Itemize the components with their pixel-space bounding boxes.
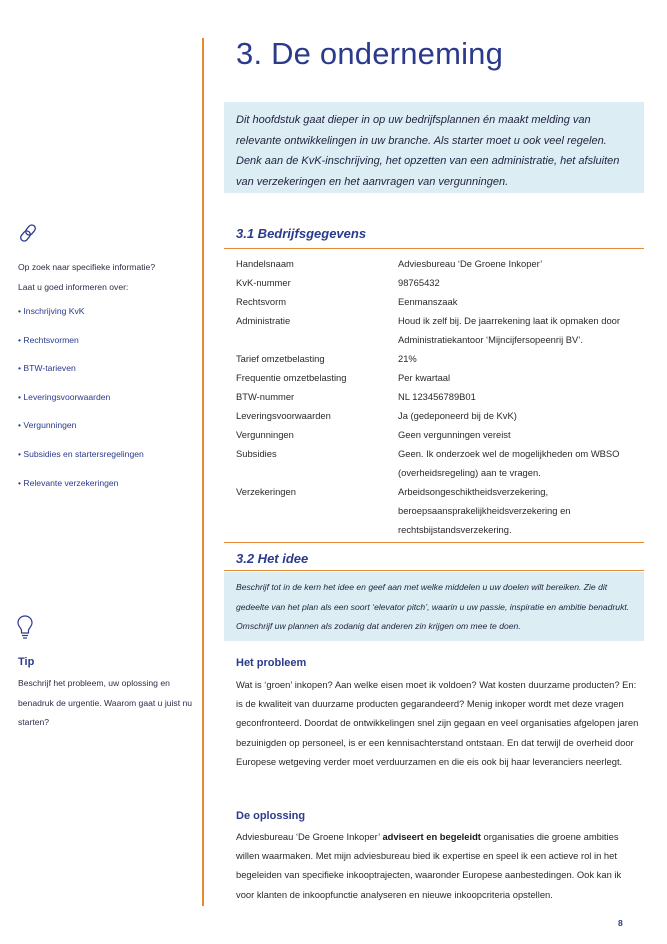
row-value: Adviesbureau ‘De Groene Inkoper’	[398, 258, 543, 269]
sidebar-item-subsidies[interactable]: • Subsidies en startersregelingen	[18, 448, 144, 459]
problem-heading: Het probleem	[236, 657, 307, 669]
solution-text-start: Adviesbureau ‘De Groene Inkoper’	[236, 831, 383, 842]
table-row	[236, 254, 641, 273]
sidebar-intro	[18, 257, 193, 297]
section-separator	[224, 570, 644, 571]
solution-heading: De oplossing	[236, 810, 306, 822]
table-row	[236, 387, 641, 406]
problem-text: Wat is ‘groen’ inkopen? Aan welke eisen moet ik voldoen? Wat kosten duurzame producten? En: is de kwaliteit van duurzame producten gegarandeerd? Menig inkoper wordt met deze vragen geconfronteerd. Doordat de ontwikkelingen snel zijn gegaan en veel organisaties afgelopen jaren bezuinigden op personeel, is er een kennisachterstand ontstaan. En dat terwijl de overheid door Europese wetgeving verder moet verduurzamen en die eis ook bij haar leveranciers neerlegt.	[236, 679, 639, 767]
row-value: Ja (gedeponeerd bij de KvK)	[398, 410, 517, 421]
sidebar-item-vergunningen[interactable]: • Vergunningen	[18, 420, 77, 431]
sidebar-item-leveringsvoorwaarden[interactable]: • Leveringsvoorwaarden	[18, 391, 111, 402]
row-value: Arbeidsongeschiktheidsverzekering, beroepsaansprakelijkheidsverzekering en rechtsbijstandsverzekering.	[398, 486, 571, 535]
page-title: 3. De onderneming	[236, 36, 504, 71]
row-label: Subsidies	[236, 448, 277, 459]
sidebar-intro-line1: Op zoek naar specifieke informatie?	[18, 262, 156, 272]
row-label: Verzekeringen	[236, 486, 296, 497]
sidebar-item-btw-tarieven[interactable]: • BTW-tarieven	[18, 363, 76, 374]
row-value: NL 123456789B01	[398, 391, 476, 402]
section-heading-het-idee: 3.2 Het idee	[236, 551, 309, 566]
table-row	[236, 444, 641, 482]
sidebar-item-verzekeringen[interactable]: • Relevante verzekeringen	[18, 477, 119, 488]
solution-text-bold: adviseert en begeleidt	[382, 831, 481, 842]
sidebar-item-inschrijving-kvk[interactable]: • Inschrijving KvK	[18, 306, 85, 316]
table-row	[236, 425, 641, 444]
lightbulb-icon	[16, 614, 34, 640]
table-row	[236, 482, 641, 539]
table-row	[236, 368, 641, 387]
company-details-table	[236, 254, 641, 539]
solution-text	[236, 827, 641, 904]
row-value: 21%	[398, 353, 417, 364]
row-value: Geen vergunningen vereist	[398, 429, 511, 440]
row-value: Houd ik zelf bij. De jaarrekening laat ik opmaken door Administratiekantoor ‘Mijncijfersopeenrij BV’.	[398, 315, 620, 345]
row-value: Geen. Ik onderzoek wel de mogelijkheden om WBSO (overheidsregeling) aan te vragen.	[398, 448, 620, 478]
row-label: Tarief omzetbelasting	[236, 353, 325, 364]
sidebar-item-rechtsvormen[interactable]: • Rechtsvormen	[18, 334, 79, 345]
row-label: Rechtsvorm	[236, 296, 287, 307]
row-value: 98765432	[398, 277, 440, 288]
intro-box	[224, 102, 644, 193]
row-label: Frequentie omzetbelasting	[236, 372, 347, 383]
tip-title: Tip	[18, 656, 35, 668]
row-label: Handelsnaam	[236, 258, 294, 269]
row-value: Eenmanszaak	[398, 296, 458, 307]
section-heading-bedrijfsgegevens: 3.1 Bedrijfsgegevens	[236, 226, 367, 241]
row-label: Leveringsvoorwaarden	[236, 410, 331, 421]
tip-text: Beschrijf het probleem, uw oplossing en benadruk de urgentie. Waarom gaat u juist nu starten?	[18, 678, 193, 727]
table-row	[236, 349, 641, 368]
link-icon	[18, 223, 40, 243]
solution-text-end: organisaties die groene ambities willen waarmaken. Met mijn adviesbureau bied ik expertise en speel ik een actieve rol in het begeleiden van specifieke inkooptrajecten, waaronder Europese aanbestedingen. Ook kan ik voor klanten de inkoopfunctie analyseren en nieuwe inkoopcriteria opstellen.	[236, 831, 622, 900]
table-row	[236, 406, 641, 425]
table-row	[236, 292, 641, 311]
section-separator	[224, 248, 644, 249]
row-label: BTW-nummer	[236, 391, 295, 402]
row-value: Per kwartaal	[398, 372, 451, 383]
section-separator	[224, 542, 644, 543]
idea-intro-text: Beschrijf tot in de kern het idee en geef aan met welke middelen u uw doelen wilt bereiken. Zie dit gedeelte van het plan als een soort ‘elevator pitch’, waarin u uw passie, inspiratie en ambitie benadrukt. Omschrijf uw plannen als zodanig dat anderen zin krijgen om mee te doen.	[236, 582, 630, 631]
row-label: KvK-nummer	[236, 277, 291, 288]
vertical-divider	[202, 38, 204, 906]
sidebar-topic-list	[18, 302, 193, 502]
table-row	[236, 311, 641, 349]
table-row	[236, 273, 641, 292]
idea-intro-box	[224, 572, 644, 641]
intro-text: Dit hoofdstuk gaat dieper in op uw bedrijfsplannen én maakt melding van relevante ontwikkelingen in uw branche. Als starter moet u ook veel regelen. Denk aan de KvK-inschrijving, het opzetten van een administratie, het afsluiten van verzekeringen en het aanvragen van vergunningen.	[236, 114, 620, 188]
page-number: 8	[618, 918, 623, 928]
row-label: Administratie	[236, 315, 291, 326]
row-label: Vergunningen	[236, 429, 294, 440]
sidebar-intro-line2: Laat u goed informeren over:	[18, 282, 129, 292]
